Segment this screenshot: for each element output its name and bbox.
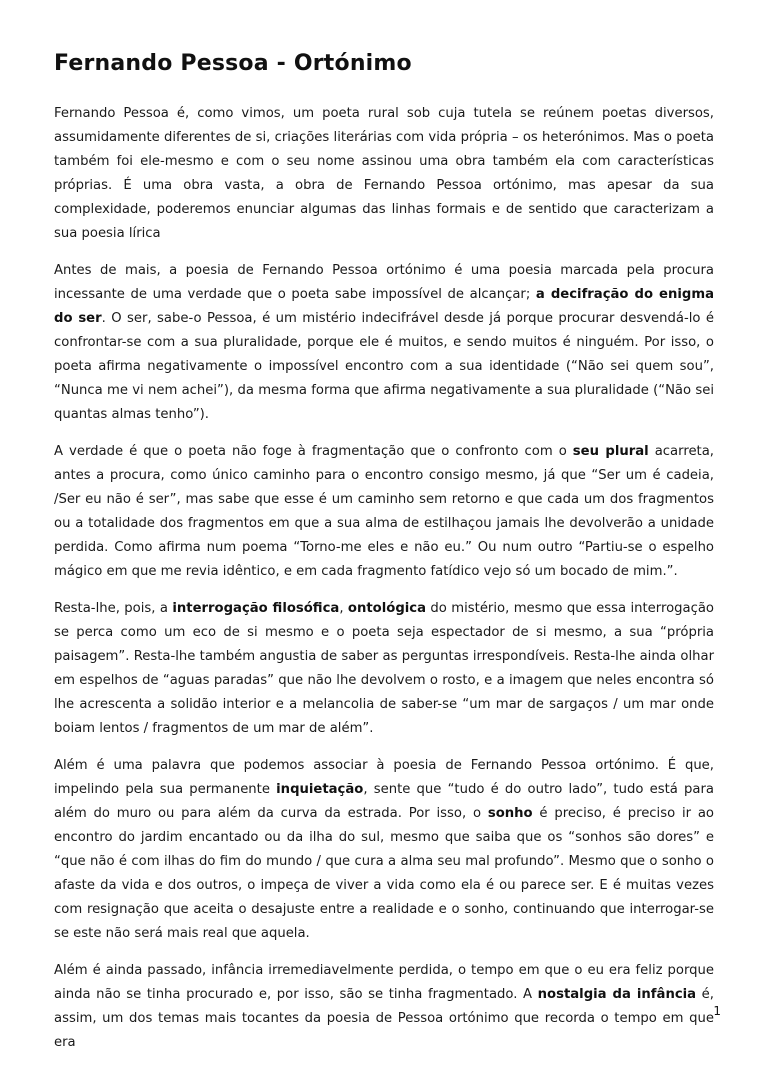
bold-phrase: sonho [487, 806, 533, 821]
text-run: Fernando Pessoa é, como vimos, um poeta rural sob cuja tutela se reúnem poetas diversos, assumidamente diferentes de si, criações literárias com vida própria – os heterónimos. Mas o poeta também foi ele-mesmo e com o seu nome assinou uma obra também ela com características próprias. É uma obra vasta, a obra de Fernando Pessoa ortónimo, mas apesar da sua complexidade, poderemos enunciar algumas das linhas formais e de sentido que caracterizam a sua poesia lírica [54, 106, 714, 241]
text-run: . O ser, sabe-o Pessoa, é um mistério indecifrável desde já porque procurar desvendá-lo é confrontar-se com a sua pluralidade, porque ele é muitos, e sendo muitos é ninguém. Por isso, o poeta afirma negativamente o impossível encontro com a sua identidade (“Não sei quem sou”, “Nunca me vi nem achei”), da mesma forma que afirma negativamente a sua pluralidade (“Não sei quantas almas tenho”). [54, 311, 714, 422]
page-number: 1 [713, 1004, 721, 1018]
bold-phrase: inquietação [276, 782, 364, 797]
text-run: do mistério, mesmo que essa interrogação se perca como um eco de si mesmo e o poeta seja espectador de si mesmo, a sua “própria paisagem”. Resta-lhe também angustia de saber as perguntas irrespondíveis. Resta-lhe ainda olhar em espelhos de “aguas paradas” que não lhe devolvem o rosto, e a imagem que neles encontra só lhe acrescenta a solidão interior e a melancolia de saber-se “um mar de sargaços / um mar onde boiam lentos / fragmentos de um mar de além”. [54, 601, 715, 736]
bold-phrase: nostalgia da infância [537, 987, 697, 1002]
text-run: Além é ainda passado, infância irremediavelmente perdida, o tempo em que o eu era feliz porque ainda não se tinha procurado e, por isso, são se tinha fragmentado. A [54, 963, 714, 1002]
bold-phrase: ontológica [347, 601, 426, 616]
text-run: Resta-lhe, pois, a [54, 601, 173, 616]
paragraph [54, 597, 714, 741]
text-run: , sente que “tudo é do outro lado”, tudo está para além do muro ou para além da curva da estrada. Por isso, o [54, 782, 714, 821]
text-run: Além é uma palavra que podemos associar à poesia de Fernando Pessoa ortónimo. É que, impelindo pela sua permanente [54, 758, 714, 797]
page-title: Fernando Pessoa - Ortónimo [54, 51, 412, 76]
paragraph [54, 959, 714, 1055]
text-run: é preciso, é preciso ir ao encontro do jardim encantado ou da ilha do sul, mesmo que saiba que os “sonhos são dores” e “que não é com ilhas do fim do mundo / que cura a alma seu mal profundo”. Mesmo que o sonho o afaste da vida e dos outros, o impeça de viver a vida como ela é ou parece ser. E é muitas vezes com resignação que aceita o desajuste entre a realidade e o sonho, continuando que interrogar-se se este não será mais real que aquela. [54, 806, 714, 941]
bold-phrase: a decifração do enigma do ser [54, 287, 714, 326]
text-run: acarreta, antes a procura, como único caminho para o encontro consigo mesmo, já que “Ser um é cadeia, /Ser eu não é ser”, mas sabe que esse é um caminho sem retorno e que cada um dos fragmentos ou a totalidade dos fragmentos em que a sua alma de estilhaçou jamais lhe devolverão a unidade perdida. Como afirma num poema “Torno-me eles e não eu.” Ou num outro “Partiu-se o espelho mágico em que me revia idêntico, e em cada fragmento fatídico vejo só um bocado de mim.”. [54, 444, 715, 579]
paragraph [54, 440, 714, 584]
text-run: , [339, 601, 348, 616]
paragraph [54, 754, 714, 946]
text-run: A verdade é que o poeta não foge à fragmentação que o confronto com o [54, 444, 573, 459]
document-body [54, 102, 714, 1068]
text-run: é, assim, um dos temas mais tocantes da poesia de Pessoa ortónimo que recorda o tempo em que era [54, 987, 714, 1050]
paragraph [54, 102, 714, 246]
bold-phrase: seu plural [572, 444, 649, 459]
bold-phrase: interrogação filosófica [172, 601, 340, 616]
paragraph [54, 259, 714, 427]
text-run: Antes de mais, a poesia de Fernando Pessoa ortónimo é uma poesia marcada pela procura incessante de uma verdade que o poeta sabe impossível de alcançar; [54, 263, 714, 302]
